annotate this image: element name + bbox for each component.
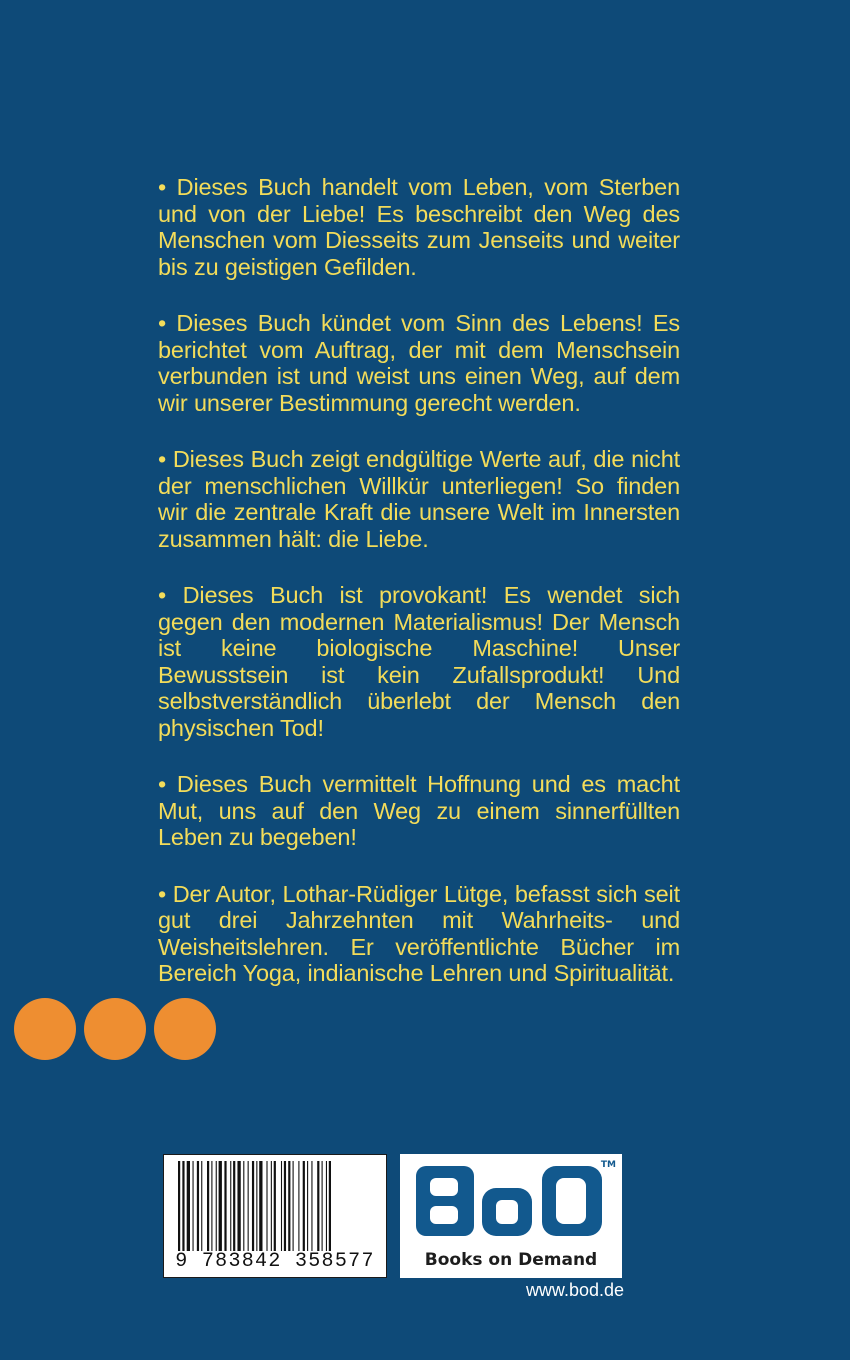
barcode-bar	[288, 1161, 290, 1251]
barcode-bar	[322, 1161, 323, 1251]
blurb-paragraph-2: • Dieses Buch kündet vom Sinn des Lebens! Es berichtet vom Auftrag, der mit dem Menschsein verbunden ist und weist uns einen Weg, auf dem wir unserer Bestimmung gerecht werden.	[158, 310, 680, 416]
barcode-bar	[252, 1161, 254, 1251]
barcode-bar	[197, 1161, 199, 1251]
barcode-bar	[284, 1161, 286, 1251]
barcode-bar	[298, 1161, 299, 1251]
barcode-bar	[274, 1161, 276, 1251]
barcode-bar	[237, 1161, 240, 1251]
trademark-symbol: TM	[600, 1160, 616, 1170]
barcode-bar	[303, 1161, 305, 1251]
barcode-bars	[178, 1161, 374, 1251]
barcode-bar	[178, 1161, 180, 1251]
barcode-bar	[224, 1161, 226, 1251]
barcode-bar	[201, 1161, 202, 1251]
barcode-bar	[187, 1161, 190, 1251]
isbn-barcode	[163, 1154, 387, 1278]
bod-logo	[414, 1160, 608, 1260]
barcode-bar	[281, 1161, 282, 1251]
barcode-bar	[326, 1161, 327, 1251]
barcode-bar	[293, 1161, 294, 1251]
blurb-paragraph-1: • Dieses Buch handelt vom Leben, vom Sterben und von der Liebe! Es beschreibt den Weg des Menschen vom Diesseits zum Jenseits und weiter bis zu geistigen Gefilden.	[158, 174, 680, 280]
barcode-bar	[307, 1161, 308, 1251]
barcode-bar	[248, 1161, 249, 1251]
barcode-bar	[233, 1161, 235, 1251]
barcode-bar	[256, 1161, 257, 1251]
publisher-url[interactable]: www.bod.de	[525, 1280, 624, 1300]
blurb-paragraph-3: • Dieses Buch zeigt endgültige Werte auf, die nicht der menschlichen Willkür unterliegen! So finden wir die zentrale Kraft die unsere Welt im Innersten zusammen hält: die Liebe.	[158, 446, 680, 552]
publisher-name: Books on Demand	[424, 1250, 598, 1270]
barcode-bar	[216, 1161, 217, 1251]
decorative-dots	[14, 998, 216, 1060]
barcode-bar	[182, 1161, 184, 1251]
barcode-bar	[230, 1161, 231, 1251]
orange-dot	[84, 998, 146, 1060]
barcode-bar	[211, 1161, 212, 1251]
bod-logo-mark	[414, 1160, 608, 1258]
barcode-bar	[266, 1161, 267, 1251]
barcode-bar	[317, 1161, 319, 1251]
barcode-digits: 9 783842 358577	[175, 1250, 375, 1273]
barcode-bar	[207, 1161, 209, 1251]
barcode-bar	[243, 1161, 244, 1251]
barcode-bar	[219, 1161, 222, 1251]
barcode-bar	[311, 1161, 312, 1251]
barcode-bar	[271, 1161, 272, 1251]
barcode-bar	[259, 1161, 262, 1251]
blurb-text	[158, 174, 680, 1017]
orange-dot	[154, 998, 216, 1060]
barcode-bar	[329, 1161, 331, 1251]
blurb-paragraph-6: • Der Autor, Lothar-Rüdiger Lütge, befasst sich seit gut drei Jahrzehnten mit Wahrheits- und Weisheitslehren. Er veröffentlichte Bücher im Bereich Yoga, indianische Lehren und Spiritualität.	[158, 880, 680, 986]
orange-dot	[14, 998, 76, 1060]
barcode-bar	[193, 1161, 194, 1251]
blurb-paragraph-5: • Dieses Buch vermittelt Hoffnung und es macht Mut, uns auf den Weg zu einem sinnerfüllten Leben zu begeben!	[158, 771, 680, 850]
blurb-paragraph-4: • Dieses Buch ist provokant! Es wendet sich gegen den modernen Materialismus! Der Mensch ist keine biologische Maschine! Unser Bewusstsein ist kein Zufallsprodukt! Und selbstverständlich überlebt der Mensch den physischen Tod!	[158, 582, 680, 741]
publisher-logo-box	[400, 1154, 622, 1278]
